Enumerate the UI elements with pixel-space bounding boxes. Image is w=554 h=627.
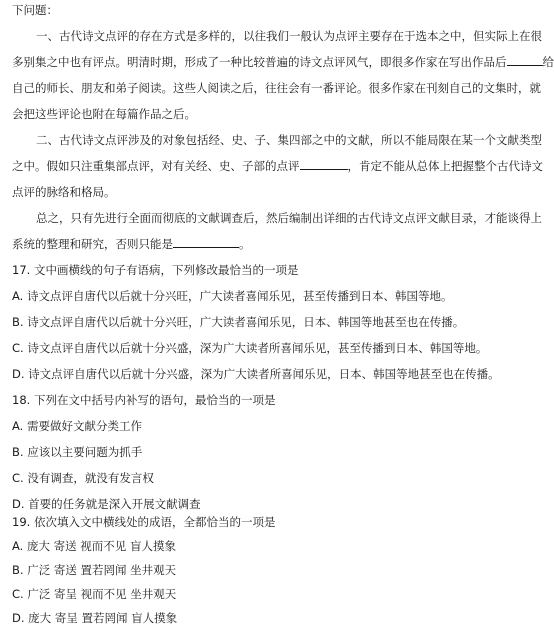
paragraph-2-line-2-tail: ，肯定不能从总体上把握整个古代诗文 <box>347 159 543 173</box>
question-18-option-a[interactable]: A. 需要做好文献分类工作 <box>12 419 142 433</box>
paragraph-3-line-2-text: 系统的整理和研究，否则只能是 <box>12 237 173 251</box>
paragraph-1-line-2 <box>12 55 554 69</box>
paragraph-1-line-4: 会把这些评论也附在每篇作品之后。 <box>12 107 196 121</box>
fill-blank-4 <box>173 237 239 248</box>
fill-blank-2 <box>507 55 543 66</box>
question-18-option-b[interactable]: B. 应该以主要问题为抓手 <box>12 445 143 459</box>
question-17-stem: 17. 文中画横线的句子有语病，下列修改最恰当的一项是 <box>12 263 299 277</box>
question-19-option-a[interactable]: A. 庞大 寄送 视而不见 盲人摸象 <box>12 539 176 553</box>
question-18-stem: 18. 下列在文中括号内补写的语句，最恰当的一项是 <box>12 393 276 407</box>
question-17-option-b[interactable]: B. 诗文点评自唐代以后就十分兴旺，广大读者喜闻乐见，日本、韩国等地甚至也在传播。 <box>12 315 465 329</box>
paragraph-3-line-2 <box>12 237 251 251</box>
question-18-option-d[interactable]: D. 首要的任务就是深入开展文献调查 <box>12 497 201 511</box>
paragraph-1-line-2-tail: 给 <box>542 55 554 69</box>
question-17-option-d[interactable]: D. 诗文点评自唐代以后就十分兴盛，深为广大读者所喜闻乐见，日本、韩国等地甚至也在传播。 <box>12 367 500 381</box>
question-17-option-c[interactable]: C. 诗文点评自唐代以后就十分兴盛，深为广大读者所喜闻乐见，甚至传播到日本、韩国等地。 <box>12 341 488 355</box>
question-19-stem: 19. 依次填入文中横线处的成语，全都恰当的一项是 <box>12 515 276 529</box>
paragraph-1-line-2-text: 多别集之中也有评点。明清时期，形成了一种比较普遍的诗文点评风气，即很多作家在写出作品后 <box>12 55 507 69</box>
passage-intro: 下问题： <box>12 3 58 17</box>
question-18-option-c[interactable]: C. 没有调查，就没有发言权 <box>12 471 154 485</box>
paragraph-3-line-2-tail: 。 <box>239 237 251 251</box>
paragraph-1-line-1: 一、古代诗文点评的存在方式是多样的，以往我们一般认为点评主要存在于选本之中，但实际上在很 <box>36 29 542 43</box>
paragraph-2-line-1: 二、古代诗文点评涉及的对象包括经、史、子、集四部之中的文献，所以不能局限在某一个文献类型 <box>36 133 542 147</box>
paragraph-3-line-1: 总之，只有先进行全面而彻底的文献调查后，然后编制出详细的古代诗文点评文献目录，才能谈得上 <box>36 211 542 225</box>
paragraph-2-line-2 <box>12 159 543 173</box>
paragraph-2-line-3: 点评的脉络和格局。 <box>12 185 116 199</box>
paragraph-2-line-2-text: 之中。假如只注重集部点评，对有关经、史、子部的点评 <box>12 159 300 173</box>
paragraph-1-line-3: 自己的师长、朋友和弟子阅读。这些人阅读之后，往往会有一番评论。很多作家在刊刻自己的文集时，就 <box>12 81 541 95</box>
question-19-option-b[interactable]: B. 广泛 寄送 置若罔闻 坐井观天 <box>12 563 177 577</box>
question-19-option-d[interactable]: D. 庞大 寄呈 置若罔闻 盲人摸象 <box>12 611 178 625</box>
question-17-option-a[interactable]: A. 诗文点评自唐代以后就十分兴旺，广大读者喜闻乐见，甚至传播到日本、韩国等地。 <box>12 289 453 303</box>
fill-blank-3 <box>300 159 348 170</box>
question-19-option-c[interactable]: C. 广泛 寄呈 视而不见 坐井观天 <box>12 587 177 601</box>
